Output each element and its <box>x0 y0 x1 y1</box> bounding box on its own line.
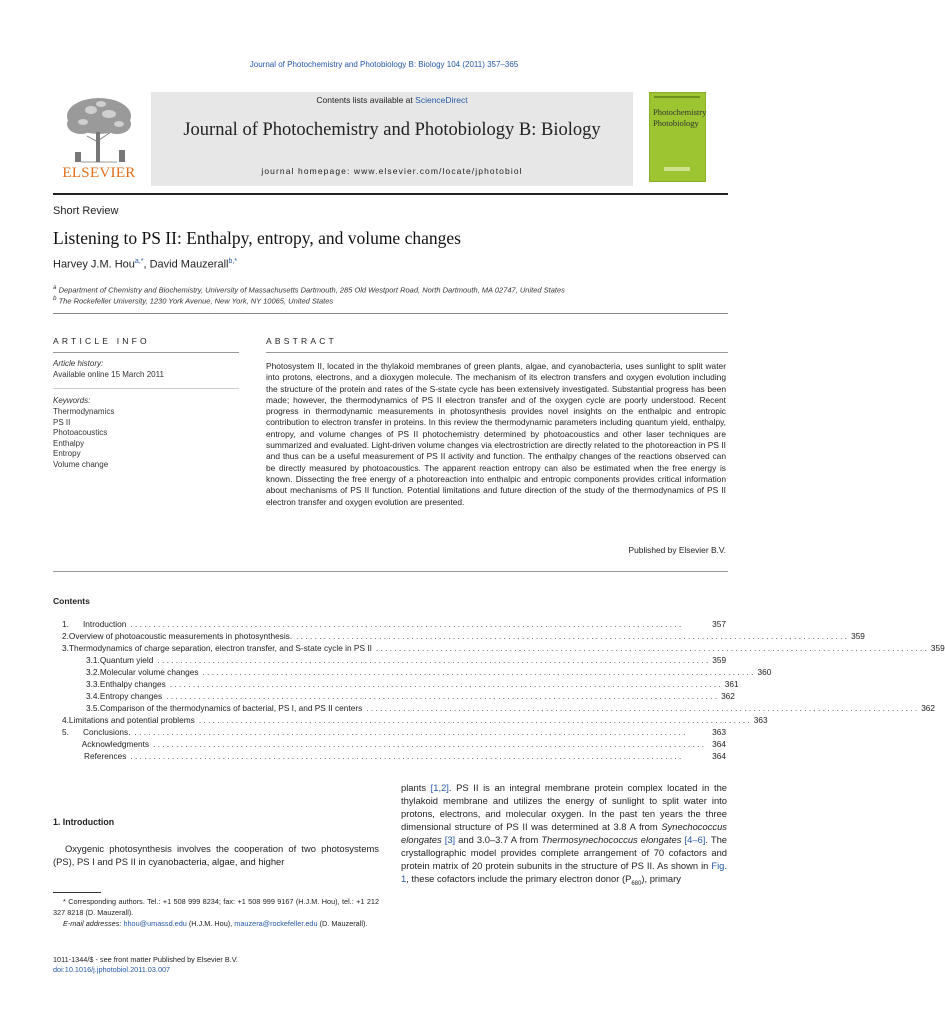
toc-page: 363 <box>753 715 768 725</box>
introduction-paragraph-left: Oxygenic photosynthesis involves the cooperation of two photosystems (PS), PS I and PS II in cyanobacteria, algae, and higher <box>53 843 379 867</box>
contents-heading: Contents <box>53 596 90 606</box>
toc-entry[interactable] <box>53 739 726 750</box>
toc-page: 357 <box>712 619 726 629</box>
toc-title: Enthalpy changes <box>99 679 166 689</box>
issn-line: 1011-1344/$ - see front matter Published by Elsevier B.V. <box>53 955 238 964</box>
section-rule <box>53 388 239 389</box>
journal-title: Journal of Photochemistry and Photobiology B: Biology <box>183 120 601 140</box>
footnote-emails <box>53 918 379 929</box>
email-owner: (D. Mauzerall). <box>319 919 368 928</box>
toc-entry[interactable] <box>53 655 726 666</box>
email-owner: (H.J.M. Hou), <box>188 919 233 928</box>
corresponding-author-footnote <box>53 896 379 929</box>
history-label: Article history: <box>53 359 104 368</box>
author-name: Harvey J.M. Hou <box>53 258 135 271</box>
toc-entry[interactable] <box>53 751 726 762</box>
toc-number: 3.4. <box>86 691 100 701</box>
abstract-text: Photosystem II, located in the thylakoid membranes of green plants, algae, and cyanobacteria, uses sunlight to split water into protons, electrons, and a dioxygen molecule. The mechanism of its electron transfers and oxygen evolution including the structure of the protein and rates of the S-state cycle has been extensively investigated. Substantial progress has been made; however, the thermodynamics of PS II electron transfer and of the oxygen cycle are poorly understood. Recent progress in thermodynamic measurements in photosynthesis provides novel insights on the enthalpic and entropic contribution to electron transfer in proteins. In this review the thermodynamic parameters including quantum yield, enthalpy, entropy, and volume changes of PS II photochemistry determined by photoacoustics and other laser techniques are summarized and evaluated. Light-driven volume changes via electrostriction are directly related to the photoreaction in PS II and thus can be a useful measurement of PS II activity and function. The enthalpy changes of the reactions observed can be directly measured by photoacoustics. The apparent reaction entropy can also be estimated when the free energy is known. Dissecting the free energy of a photoreaction into enthalpic and entropic components provides critical information about mechanisms of PS II function. Potential limitations and future direction of the study of the thermodynamics of PS II electron transfer and oxygen evolution are presented. <box>266 361 726 507</box>
email-link[interactable]: mauzera@rockefeller.edu <box>234 919 318 928</box>
text-run: . The crystallographic model provides complete arrangement of 70 cofactors and protein matrix of 20 protein subunits in the structure of PS II. As shown in <box>401 834 727 871</box>
keyword: PS II <box>53 417 71 427</box>
footnote-line <box>53 896 379 918</box>
journal-homepage-link[interactable]: journal homepage: www.elsevier.com/locate/jphotobiol <box>261 166 523 176</box>
affiliation-a <box>53 284 565 295</box>
text-run: plants <box>401 782 431 793</box>
keyword: Thermodynamics <box>53 407 115 416</box>
toc-leader: . . . . . . . . . . . . . . . . . . . . . . . . . . . . . . . . . . . . . . . . . . . . . . . . . . . . . . . . . . . . . . . . . . . . . . . . . . . . . . . . . . . . . . . . . . . . . . . . . . . . . . . . . . . . . . . . . . . . . . . . <box>198 715 750 725</box>
toc-entry[interactable] <box>53 631 865 642</box>
toc-number: 3.2. <box>86 667 100 677</box>
toc-title: Entropy changes <box>99 691 163 701</box>
author-affiliation-link[interactable]: b,* <box>228 258 238 265</box>
toc-title: References <box>84 751 127 761</box>
author-list <box>53 258 237 271</box>
toc-entry[interactable] <box>53 667 772 678</box>
figure-link[interactable]: Fig. 1 <box>401 860 727 884</box>
toc-entry[interactable] <box>53 703 936 714</box>
toc-number: 3.3. <box>86 679 100 689</box>
toc-entry[interactable] <box>53 679 739 690</box>
toc-page: 359 <box>851 631 865 641</box>
text-run: ), primary <box>641 873 681 884</box>
keywords-list <box>53 407 114 471</box>
cover-publisher-mark <box>664 167 690 171</box>
section-rule <box>53 313 728 314</box>
toc-number: 3.5. <box>86 703 100 713</box>
cover-title: Photochemistry Photobiology <box>653 107 707 128</box>
subscript: 680 <box>631 880 642 887</box>
toc-title: Molecular volume changes <box>99 667 199 677</box>
text-run: and 3.0–3.7 A from <box>455 834 542 845</box>
section-rule <box>53 571 728 572</box>
author-name: David Mauzerall <box>149 258 229 271</box>
introduction-heading: 1. Introduction <box>53 817 115 827</box>
affiliation-text: The Rockefeller University, 1230 York Avenue, New York, NY 10065, United States <box>58 296 334 306</box>
journal-cover-thumbnail[interactable] <box>649 92 706 182</box>
toc-entry[interactable] <box>53 619 726 630</box>
keyword: Enthalpy <box>53 438 85 448</box>
footnote-text: Corresponding authors. Tel.: +1 508 999 8234; fax: +1 508 999 9167 (H.J.M. Hou), tel.: +1 212 327 8218 (D. Mauzerall). <box>53 897 379 917</box>
sciencedirect-link[interactable]: ScienceDirect <box>415 95 468 105</box>
toc-number <box>53 751 84 762</box>
email-label: E-mail addresses: <box>63 919 122 928</box>
toc-page: 359 <box>712 655 727 665</box>
journal-banner <box>151 92 633 186</box>
toc-page: 360 <box>757 667 772 677</box>
doi-link[interactable]: doi:10.1016/j.jphotobiol.2011.03.007 <box>53 965 171 974</box>
toc-title: Quantum yield <box>99 655 154 665</box>
toc-page: 362 <box>921 703 936 713</box>
toc-leader: . . . . . . . . . . . . . . . . . . . . . . . . . . . . . . . . . . . . . . . . . . . . . . . . . . . . . . . . . . . . . . . . . . . . . . . . . . . . . . . . . . . . . . . . . . . . . . . . . . . . . . . . . . . . . . . . . . . . . . . . <box>375 643 927 653</box>
issn-block <box>53 955 238 975</box>
toc-number: 1. <box>62 619 69 629</box>
text-run: , these cofactors include the primary electron donor (P <box>406 873 632 884</box>
contents-available-line <box>151 95 633 105</box>
contents-prefix: Contents lists available at <box>316 95 413 105</box>
citation-link[interactable]: [1,2] <box>430 782 449 793</box>
abstract-heading: ABSTRACT <box>266 336 337 346</box>
toc-leader: . . . . . . . . . . . . . . . . . . . . . . . . . . . . . . . . . . . . . . . . . . . . . . . . . . . . . . . . . . . . . . . . . . . . . . . . . . . . . . . . . . . . . . . . . . . . . . . . . . . . . . . . . . . . . . . . . . . . . . . . <box>166 691 718 701</box>
toc-leader: . . . . . . . . . . . . . . . . . . . . . . . . . . . . . . . . . . . . . . . . . . . . . . . . . . . . . . . . . . . . . . . . . . . . . . . . . . . . . . . . . . . . . . . . . . . . . . . . . . . . . . . . . . . . . . . . . . . . . . . . <box>153 739 705 749</box>
author-separator: , <box>143 258 150 271</box>
affiliation-marker: a <box>53 284 57 291</box>
toc-leader: . . . . . . . . . . . . . . . . . . . . . . . . . . . . . . . . . . . . . . . . . . . . . . . . . . . . . . . . . . . . . . . . . . . . . . . . . . . . . . . . . . . . . . . . . . . . . . . . . . . . . . . . . . . . . . . . . . . . . . . . <box>157 655 709 665</box>
tree-logo-icon <box>61 94 137 164</box>
affiliation-marker: b <box>53 295 57 302</box>
toc-title: Limitations and potential problems <box>68 715 195 725</box>
toc-page: 363 <box>712 727 726 737</box>
toc-entry[interactable] <box>53 691 735 702</box>
text-run: . PS II is an integral membrane protein complex located in the thylakoid membrane and utilizes the energy of sunlight to split water into protons, electrons, and molecular oxygen. In the past ten years the three dimensional structure of PS II was determined at 3.8 A from <box>401 782 727 832</box>
toc-title: Thermodynamics of charge separation, electron transfer, and S-state cycle in PS II <box>68 643 372 653</box>
toc-number <box>53 739 82 750</box>
toc-leader: . . . . . . . . . . . . . . . . . . . . . . . . . . . . . . . . . . . . . . . . . . . . . . . . . . . . . . . . . . . . . . . . . . . . . . . . . . . . . . . . . . . . . . . . . . . . . . . . . . . . . . . . . . . . . . . . . . . . . . . . <box>169 679 721 689</box>
species-name: Synechococcus elongates <box>401 821 727 845</box>
toc-number: 2. <box>62 631 69 641</box>
journal-masthead <box>53 92 728 188</box>
footnote-rule <box>53 892 101 893</box>
section-rule <box>53 352 239 353</box>
citation-link[interactable]: [3] <box>444 834 456 845</box>
toc-title: Comparison of the thermodynamics of bacterial, PS I, and PS II centers <box>99 703 363 713</box>
toc-entry[interactable] <box>53 643 945 654</box>
toc-leader: . . . . . . . . . . . . . . . . . . . . . . . . . . . . . . . . . . . . . . . . . . . . . . . . . . . . . . . . . . . . . . . . . . . . . . . . . . . . . . . . . . . . . . . . . . . . . . . . . . . . . . . . . . . . . . . . . . . . . . . . <box>130 619 682 629</box>
toc-page: 359 <box>930 643 945 653</box>
toc-number: 3.1. <box>86 655 100 665</box>
toc-title: Acknowledgments <box>81 739 150 749</box>
citation-link[interactable]: [4–6] <box>684 834 706 845</box>
toc-number: 5. <box>62 727 69 737</box>
toc-leader: . . . . . . . . . . . . . . . . . . . . . . . . . . . . . . . . . . . . . . . . . . . . . . . . . . . . . . . . . . . . . . . . . . . . . . . . . . . . . . . . . . . . . . . . . . . . . . . . . . . . . . . . . . . . . . . . . . . . . . . . <box>134 727 686 737</box>
toc-entry[interactable] <box>53 727 726 738</box>
toc-leader: . . . . . . . . . . . . . . . . . . . . . . . . . . . . . . . . . . . . . . . . . . . . . . . . . . . . . . . . . . . . . . . . . . . . . . . . . . . . . . . . . . . . . . . . . . . . . . . . . . . . . . . . . . . . . . . . . . . . . . . . <box>366 703 918 713</box>
elsevier-logo[interactable] <box>53 92 145 186</box>
toc-title: Overview of photoacoustic measurements in photosynthesis. <box>68 631 293 641</box>
author-affiliation-link[interactable]: a,* <box>134 258 144 265</box>
publisher-line: Published by Elsevier B.V. <box>628 545 726 555</box>
keyword: Entropy <box>53 449 81 459</box>
toc-entry[interactable] <box>53 715 768 726</box>
header-rule <box>53 193 728 195</box>
section-rule <box>266 352 728 353</box>
affiliation-text: Department of Chemistry and Biochemistry, University of Massachusetts Dartmouth, 285 Old Westport Road, North Dartmouth, MA 02747, United States <box>58 285 565 295</box>
toc-leader: . . . . . . . . . . . . . . . . . . . . . . . . . . . . . . . . . . . . . . . . . . . . . . . . . . . . . . . . . . . . . . . . . . . . . . . . . . . . . . . . . . . . . . . . . . . . . . . . . . . . . . . . . . . . . . . . . . . . . . . . <box>296 631 848 641</box>
affiliation-b <box>53 295 333 306</box>
email-link[interactable]: hhou@umassd.edu <box>123 919 187 928</box>
keyword: Photoacoustics <box>53 428 108 438</box>
introduction-paragraph-right <box>401 781 727 891</box>
cover-band <box>654 96 700 98</box>
toc-leader: . . . . . . . . . . . . . . . . . . . . . . . . . . . . . . . . . . . . . . . . . . . . . . . . . . . . . . . . . . . . . . . . . . . . . . . . . . . . . . . . . . . . . . . . . . . . . . . . . . . . . . . . . . . . . . . . . . . . . . . . <box>202 667 754 677</box>
footnote-marker: * <box>63 897 66 906</box>
article-info-heading: ARTICLE INFO <box>53 336 150 346</box>
history-value: Available online 15 March 2011 <box>53 370 164 379</box>
toc-title: Introduction <box>83 619 127 629</box>
article-type: Short Review <box>53 205 119 217</box>
toc-number: 4. <box>62 715 69 725</box>
toc-page: 362 <box>721 691 735 701</box>
toc-page: 364 <box>712 739 726 749</box>
keyword: Volume change <box>53 459 109 469</box>
species-name: Thermosynechococcus elongates <box>541 834 682 845</box>
toc-leader: . . . . . . . . . . . . . . . . . . . . . . . . . . . . . . . . . . . . . . . . . . . . . . . . . . . . . . . . . . . . . . . . . . . . . . . . . . . . . . . . . . . . . . . . . . . . . . . . . . . . . . . . . . . . . . . . . . . . . . . . <box>130 751 682 761</box>
running-head[interactable]: Journal of Photochemistry and Photobiology B: Biology 104 (2011) 357–365 <box>249 60 519 69</box>
toc-number: 3. <box>62 643 69 653</box>
elsevier-wordmark: ELSEVIER <box>62 165 136 181</box>
keywords-label: Keywords: <box>53 396 91 405</box>
toc-page: 361 <box>724 679 739 689</box>
toc-title: Conclusions. <box>83 727 131 737</box>
toc-page: 364 <box>712 751 726 761</box>
article-title: Listening to PS II: Enthalpy, entropy, and volume changes <box>53 228 461 248</box>
